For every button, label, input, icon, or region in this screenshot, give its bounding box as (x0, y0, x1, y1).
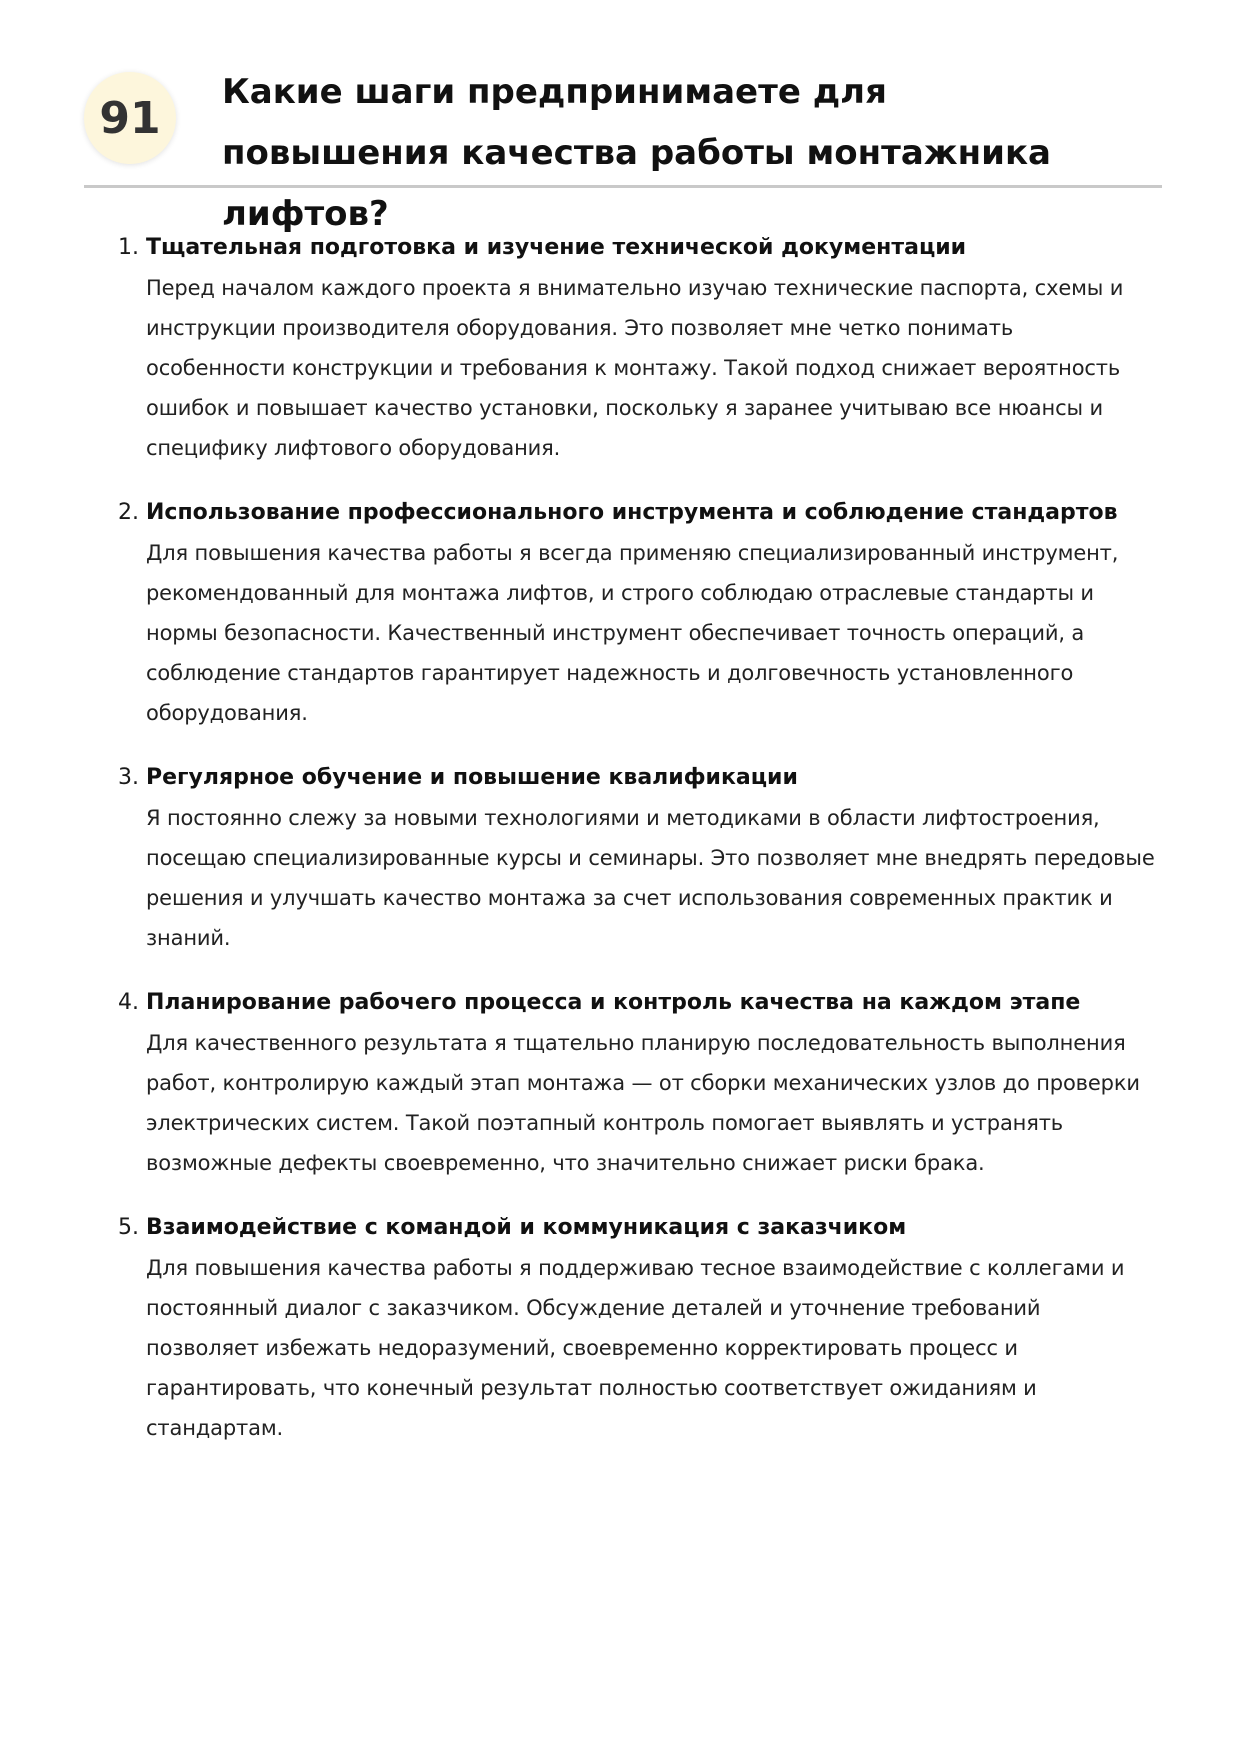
question-header (84, 58, 1162, 234)
list-item-title: Взаимодействие с командой и коммуникация с заказчиком (146, 1215, 907, 1240)
answer-list (110, 228, 1160, 1473)
list-item-number: 3. (118, 765, 139, 790)
list-item (110, 228, 1160, 468)
list-item-number: 4. (118, 990, 139, 1015)
list-item (110, 758, 1160, 958)
list-item-number: 1. (118, 235, 139, 260)
list-item-number: 2. (118, 500, 139, 525)
list-item-number: 5. (118, 1215, 139, 1240)
list-item-text: Для повышения качества работы я поддерживаю тесное взаимодействие с коллегами и постоянный диалог с заказчиком. Обсуждение деталей и уточнение требований позволяет избежать недоразумений, своевременно корректировать процесс и гарантировать, что конечный результат полностью соответствует ожиданиям и стандартам. (146, 1256, 1125, 1440)
list-item-text: Я постоянно слежу за новыми технологиями и методиками в области лифтостроения, посещаю специализированные курсы и семинары. Это позволяет мне внедрять передовые решения и улучшать качество монтажа за счет использования современных практик и знаний. (146, 806, 1155, 950)
list-item (110, 493, 1160, 733)
list-item-text: Перед началом каждого проекта я внимательно изучаю технические паспорта, схемы и инструкции производителя оборудования. Это позволяет мне четко понимать особенности конструкции и требования к монтажу. Такой подход снижает вероятность ошибок и повышает качество установки, поскольку я заранее учитываю все нюансы и специфику лифтового оборудования. (146, 276, 1124, 460)
list-item (110, 983, 1160, 1183)
list-item (110, 1208, 1160, 1448)
list-item-text: Для качественного результата я тщательно планирую последовательность выполнения работ, контролирую каждый этап монтажа — от сборки механических узлов до проверки электрических систем. Такой поэтапный контроль помогает выявлять и устранять возможные дефекты своевременно, что значительно снижает риски брака. (146, 1031, 1140, 1175)
list-item-text: Для повышения качества работы я всегда применяю специализированный инструмент, рекомендованный для монтажа лифтов, и строго соблюдаю отраслевые стандарты и нормы безопасности. Качественный инструмент обеспечивает точность операций, а соблюдение стандартов гарантирует надежность и долговечность установленного оборудования. (146, 541, 1119, 725)
list-item-title: Регулярное обучение и повышение квалификации (146, 765, 798, 790)
list-item-title: Тщательная подготовка и изучение технической документации (146, 235, 967, 260)
question-number-badge: 91 (84, 72, 176, 164)
list-item-title: Планирование рабочего процесса и контроль качества на каждом этапе (146, 990, 1081, 1015)
list-item-title: Использование профессионального инструмента и соблюдение стандартов (146, 500, 1118, 525)
question-title: Какие шаги предпринимаете для повышения качества работы монтажника лифтов? (222, 72, 1051, 234)
